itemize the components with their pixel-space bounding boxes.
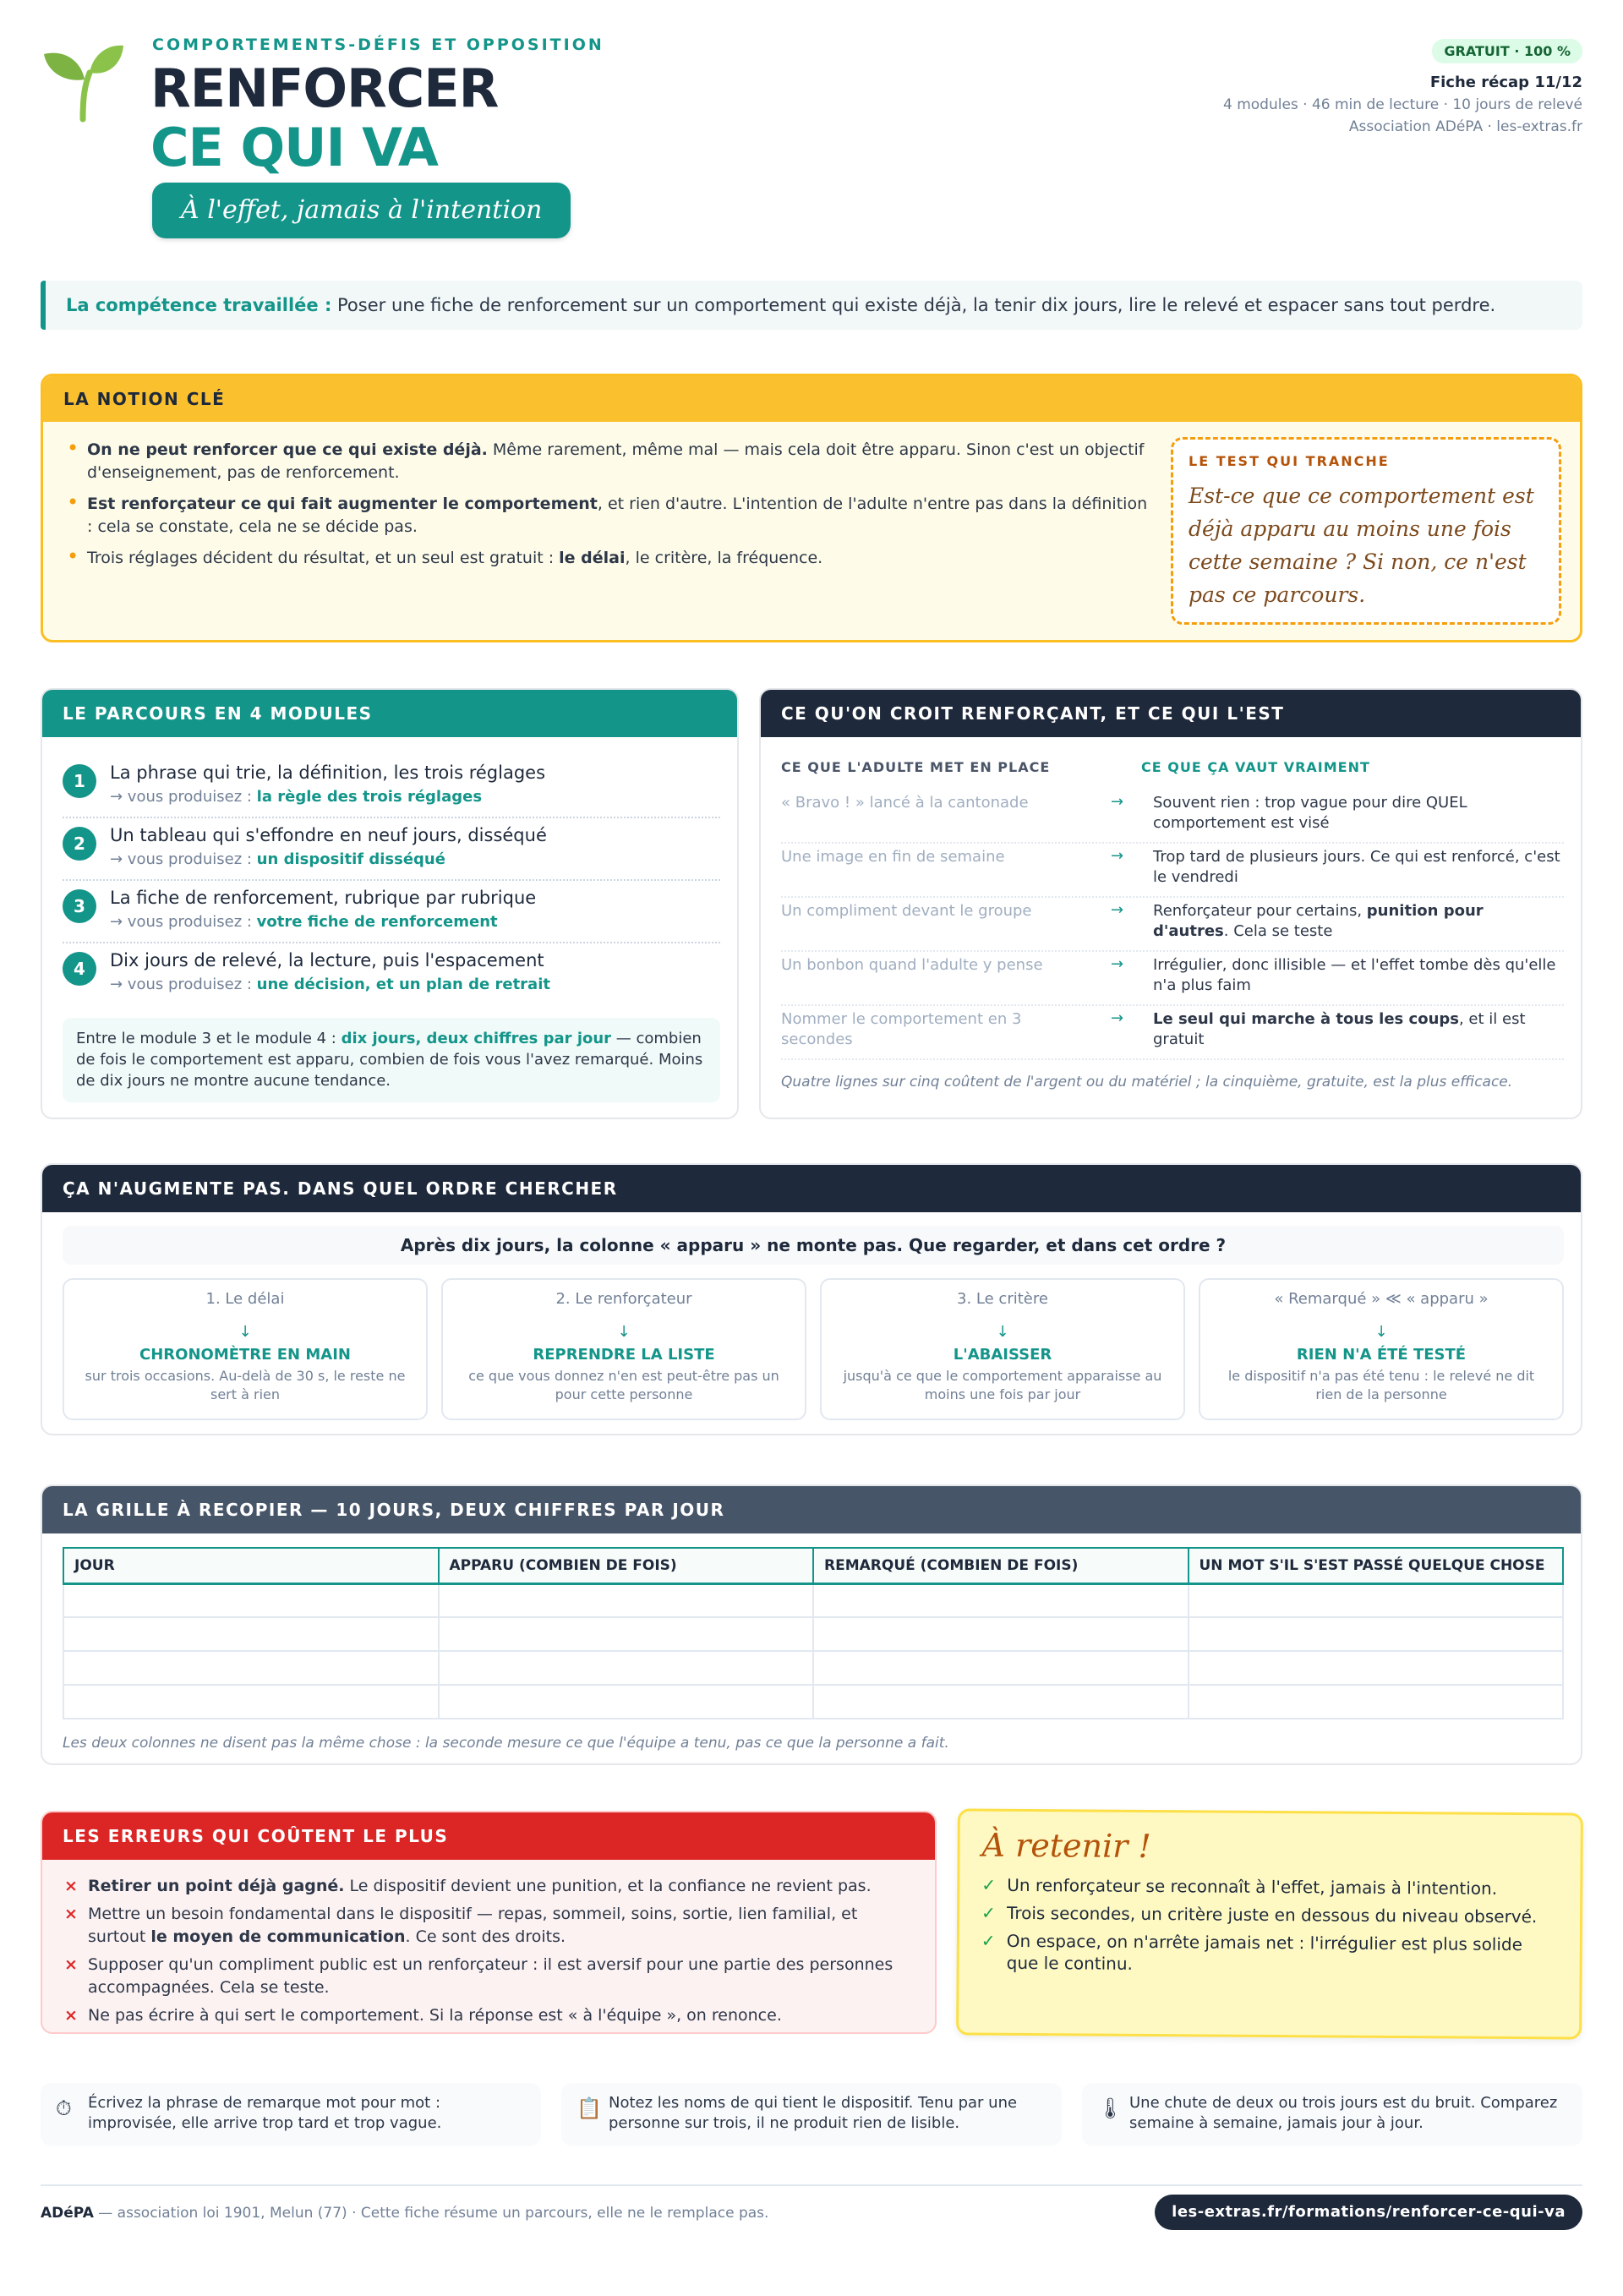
tagline-badge: À l'effet, jamais à l'intention [152, 183, 571, 238]
value-text: Renforçateur pour certains, [1153, 902, 1367, 920]
item-bold: On ne peut renforcer que ce qui existe déjà. [87, 440, 488, 459]
arrow-down-icon: ↓ [996, 1323, 1009, 1341]
takeaways-note [956, 1808, 1583, 2039]
list-item [981, 1902, 1558, 1928]
course-modules-card [41, 688, 739, 1119]
page-title: RENFORCER [150, 57, 499, 119]
adult-action: « Bravo ! » lancé à la cantonade [781, 794, 1029, 812]
column-header: APPARU (COMBIEN DE FOIS) [439, 1548, 814, 1583]
grid-cell [439, 1583, 814, 1617]
note-text: — combien de fois le comportement est apparu, combien de fois vous l'avez remarqué. Moins de dix jours ne montre aucune tendance. [76, 1030, 703, 1090]
list-item [63, 493, 1154, 538]
tip-box [561, 2083, 1062, 2146]
arrow-icon: → [1111, 1009, 1124, 1027]
sprout-logo-icon [41, 39, 125, 123]
check-icon: ✓ [981, 1902, 996, 1923]
tip-text: Notez les noms de qui tient le dispositif. Tenu par une personne sur trois, il ne produit rien de lisible. [609, 2094, 1018, 2132]
adult-action: Un compliment devant le groupe [781, 902, 1032, 920]
arrow-icon: → [1111, 955, 1124, 973]
decisive-test-box [1171, 437, 1561, 625]
module-item [63, 756, 720, 818]
grid-cell [439, 1617, 814, 1651]
reinforcer-comparison-heading: CE QU'ON CROIT RENFORÇANT, ET CE QUI L'EST [761, 690, 1581, 737]
comparison-row [781, 790, 1564, 844]
free-badge: GRATUIT · 100 % [1432, 39, 1582, 63]
value-text: Irrégulier, donc illisible — et l'effet tombe dès qu'elle n'a plus faim [1153, 956, 1556, 994]
grid-cell [813, 1617, 1189, 1651]
publisher-meta: Association ADéPA · les-extras.fr [1348, 118, 1582, 135]
cross-icon: × [64, 1955, 78, 1974]
module-title: La fiche de renforcement, rubrique par rubrique [110, 888, 537, 908]
header-meta [1223, 39, 1582, 135]
tip-text: Écrivez la phrase de remarque mot pour mot : improvisée, elle arrive trop tard et trop vague. [88, 2094, 442, 2132]
grid-cell [63, 1651, 439, 1685]
grid-cell [1189, 1617, 1564, 1651]
list-item [63, 439, 1154, 484]
comparison-row [781, 844, 1564, 898]
value-text: Souvent rien : trop vague pour dire QUEL comportement est visé [1153, 794, 1467, 832]
troubleshoot-question: Après dix jours, la colonne « apparu » ne monte pas. Que regarder, et dans cet ordre ? [63, 1226, 1564, 1265]
list-item [63, 1903, 916, 1949]
value-bold: punition pour d'autres [1153, 902, 1484, 940]
arrow-icon: → [1111, 793, 1124, 811]
module-output [110, 788, 482, 806]
value-text: Trop tard de plusieurs jours. Ce qui est renforcé, c'est le vendredi [1153, 848, 1560, 886]
grid-cell [813, 1651, 1189, 1685]
output-value: votre fiche de renforcement [256, 913, 498, 931]
step-action: REPRENDRE LA LISTE [533, 1346, 715, 1364]
course-url-link[interactable]: les-extras.fr/formations/renforcer-ce-qui-va [1155, 2195, 1582, 2230]
footer-org: ADéPA [41, 2205, 94, 2222]
comparison-row [781, 1006, 1564, 1060]
table-row [63, 1651, 1563, 1685]
item-text: On espace, on n'arrête jamais net : l'irrégulier est plus solide que le continu. [1006, 1930, 1523, 1974]
arrow-down-icon: ↓ [617, 1323, 631, 1341]
step-description: ce que vous donnez n'en est peut-être pas un pour cette personne [468, 1368, 779, 1402]
comparison-row [781, 952, 1564, 1006]
item-text: Même rarement, même mal — mais cela doit être apparu. Sinon c'est un objectif d'enseignement, pas de renforcement. [87, 440, 1145, 482]
check-icon: ✓ [981, 1930, 996, 1951]
output-prefix: → vous produisez : [110, 788, 257, 806]
table-row [63, 1685, 1563, 1719]
output-prefix: → vous produisez : [110, 850, 257, 868]
output-value: la règle des trois réglages [256, 788, 483, 806]
key-notion-heading: LA NOTION CLÉ [43, 376, 1580, 422]
column-header: REMARQUÉ (COMBIEN DE FOIS) [813, 1548, 1189, 1583]
item-text: Trois secondes, un critère juste en dessous du niveau observé. [1007, 1902, 1538, 1927]
course-meta: 4 modules · 46 min de lecture · 10 jours de relevé [1222, 96, 1582, 113]
column-header: JOUR [63, 1548, 439, 1583]
comparison-row [781, 898, 1564, 952]
grid-cell [63, 1583, 439, 1617]
note-bold: dix jours, deux chiffres par jour [341, 1030, 612, 1047]
competence-text: Poser une fiche de renforcement sur un comportement qui existe déjà, la tenir dix jours, lire le relevé et espacer sans tout perdre. [331, 295, 1496, 315]
reinforcer-comparison-card [759, 688, 1582, 1119]
thermometer-icon: 🌡 [1097, 2096, 1123, 2120]
tip-text: Une chute de deux ou trois jours est du bruit. Comparez semaine à semaine, jamais jour à jour. [1129, 2094, 1558, 2132]
competence-label: La compétence travaillée : [66, 295, 332, 315]
recap-number: Fiche récap 11/12 [1429, 74, 1582, 91]
adult-action: Une image en fin de semaine [781, 848, 1005, 866]
cross-icon: × [64, 1905, 78, 1923]
list-item [63, 547, 1154, 570]
module-output [110, 913, 498, 931]
module-title: La phrase qui trie, la définition, les trois réglages [110, 763, 546, 783]
arrow-icon: → [1111, 847, 1124, 865]
tracking-grid-card [41, 1484, 1582, 1765]
step-label: 1. Le délai [205, 1290, 285, 1308]
takeaways-list [981, 1874, 1559, 1978]
real-value [1153, 901, 1564, 942]
grid-footnote: Les deux colonnes ne disent pas la même chose : la seconde mesure ce que l'équipe a tenu, pas ce que la personne a fait. [63, 1735, 949, 1752]
grid-cell [813, 1685, 1189, 1719]
column-header-adult: CE QUE L'ADULTE MET EN PLACE [781, 759, 1051, 775]
step-action: RIEN N'A ÉTÉ TESTÉ [1296, 1346, 1467, 1364]
grid-cell [1189, 1651, 1564, 1685]
item-text: . Ce sont des droits. [405, 1927, 566, 1946]
step-action: L'ABAISSER [953, 1346, 1052, 1364]
footer-text: — association loi 1901, Melun (77) · Cette fiche résume un parcours, elle ne le remplace pas. [93, 2205, 769, 2222]
footer-divider [41, 2184, 1582, 2186]
costly-mistakes-card [41, 1811, 937, 2034]
module-output [110, 976, 550, 993]
item-bold: le moyen de communication [150, 1927, 406, 1946]
module-number: 4 [63, 952, 96, 986]
mistakes-list [63, 1875, 916, 2032]
tracking-grid-table [63, 1547, 1564, 1719]
stopwatch-icon: ⏱ [56, 2096, 72, 2120]
grid-cell [63, 1685, 439, 1719]
list-item [63, 1875, 916, 1898]
list-item [981, 1874, 1558, 1900]
troubleshoot-step [1199, 1278, 1564, 1420]
arrow-icon: → [1111, 901, 1124, 919]
arrow-down-icon: ↓ [1374, 1323, 1388, 1341]
troubleshoot-order-heading: ÇA N'AUGMENTE PAS. DANS QUEL ORDRE CHERCHER [42, 1165, 1581, 1212]
footer-credits [41, 2205, 768, 2222]
clipboard-icon: 📋 [577, 2096, 602, 2120]
category-kicker: COMPORTEMENTS-DÉFIS ET OPPOSITION [152, 36, 604, 54]
list-item [981, 1930, 1558, 1978]
item-text: Trois réglages décident du résultat, et un seul est gratuit : [87, 549, 560, 567]
decisive-test-text: Est-ce que ce comportement est déjà apparu au moins une fois cette semaine ? Si non, ce n'est pas ce parcours. [1189, 484, 1534, 607]
decisive-test-label: LE TEST QUI TRANCHE [1189, 453, 1390, 469]
module-title: Dix jours de relevé, la lecture, puis l'espacement [110, 950, 544, 970]
real-value [1153, 793, 1564, 834]
module-output [110, 850, 445, 868]
competence-banner [41, 281, 1582, 330]
item-text: , et rien d'autre. L'intention de l'adulte n'entre pas dans la définition : cela se constate, cela ne se décide pas. [87, 495, 1148, 536]
costly-mistakes-heading: LES ERREURS QUI COÛTENT LE PLUS [42, 1812, 935, 1860]
step-description: sur trois occasions. Au-delà de 30 s, le reste ne sert à rien [85, 1368, 406, 1402]
step-label: 3. Le critère [957, 1290, 1048, 1308]
value-bold: Le seul qui marche à tous les coups [1153, 1010, 1459, 1028]
module-item [63, 818, 720, 881]
module-number: 3 [63, 889, 96, 923]
item-bold: le délai [559, 549, 626, 567]
troubleshoot-step [63, 1278, 428, 1420]
output-prefix: → vous produisez : [110, 976, 257, 993]
item-text: Un renforçateur se reconnaît à l'effet, jamais à l'intention. [1007, 1874, 1498, 1899]
item-text: Ne pas écrire à qui sert le comportement. Si la réponse est « à l'équipe », on renonce. [88, 2006, 782, 2025]
troubleshoot-step [441, 1278, 806, 1420]
cross-icon: × [64, 2006, 78, 2025]
key-notion-card [41, 374, 1582, 642]
item-text: Le dispositif devient une punition, et la confiance ne revient pas. [344, 1877, 872, 1895]
troubleshoot-order-card [41, 1163, 1582, 1435]
adult-action: Nommer le comportement en 3 secondes [781, 1010, 1022, 1048]
table-row [63, 1583, 1563, 1617]
step-label: « Remarqué » ≪ « apparu » [1274, 1290, 1489, 1308]
step-description: le dispositif n'a pas été tenu : le relevé ne dit rien de la personne [1227, 1368, 1535, 1402]
tip-box [1082, 2083, 1582, 2146]
list-item [63, 2004, 916, 2027]
module-item [63, 943, 720, 1006]
note-text: Entre le module 3 et le module 4 : [76, 1030, 342, 1047]
grid-cell [63, 1617, 439, 1651]
item-text: , le critère, la fréquence. [625, 549, 823, 567]
module-item [63, 881, 720, 943]
module-number: 1 [63, 764, 96, 798]
check-icon: ✓ [981, 1874, 997, 1895]
page-header [41, 32, 1582, 252]
item-text: Supposer qu'un compliment public est un renforçateur : il est aversif pour une partie des personnes accompagnées. Cela se teste. [88, 1955, 893, 1997]
real-value [1153, 847, 1564, 888]
item-bold: Retirer un point déjà gagné. [88, 1877, 345, 1895]
cross-icon: × [64, 1877, 78, 1895]
value-text: . Cela se teste [1223, 922, 1333, 940]
course-note [63, 1018, 720, 1102]
grid-cell [439, 1685, 814, 1719]
grid-cell [439, 1651, 814, 1685]
grid-cell [1189, 1583, 1564, 1617]
column-header: UN MOT S'IL S'EST PASSÉ QUELQUE CHOSE [1189, 1548, 1564, 1583]
grid-cell [813, 1583, 1189, 1617]
output-prefix: → vous produisez : [110, 913, 257, 931]
module-number: 2 [63, 827, 96, 861]
tracking-grid-heading: LA GRILLE À RECOPIER — 10 JOURS, DEUX CHIFFRES PAR JOUR [42, 1486, 1581, 1533]
module-title: Un tableau qui s'effondre en neuf jours, disséqué [110, 825, 547, 845]
step-description: jusqu'à ce que le comportement apparaisse au moins une fois par jour [843, 1368, 1162, 1402]
comparison-footnote: Quatre lignes sur cinq coûtent de l'argent ou du matériel ; la cinquième, gratuite, est la plus efficace. [781, 1074, 1513, 1091]
course-modules-heading: LE PARCOURS EN 4 MODULES [42, 690, 737, 737]
table-row [63, 1617, 1563, 1651]
item-bold: Est renforçateur ce qui fait augmenter le comportement [87, 495, 598, 513]
page-title-accent: CE QUI VA [150, 117, 438, 178]
takeaways-title: À retenir ! [981, 1826, 1151, 1866]
arrow-down-icon: ↓ [238, 1323, 252, 1341]
output-value: un dispositif disséqué [256, 850, 445, 868]
list-item [63, 1954, 916, 1999]
column-header-value: CE QUE ÇA VAUT VRAIMENT [1141, 759, 1370, 775]
output-value: une décision, et un plan de retrait [256, 976, 550, 993]
table-header-row [63, 1548, 1563, 1583]
grid-cell [1189, 1685, 1564, 1719]
adult-action: Un bonbon quand l'adulte y pense [781, 956, 1043, 974]
step-action: CHRONOMÈTRE EN MAIN [139, 1346, 351, 1364]
tip-box [41, 2083, 541, 2146]
value-text: , et il est gratuit [1153, 1010, 1526, 1048]
step-label: 2. Le renforçateur [555, 1290, 692, 1308]
real-value [1153, 955, 1564, 996]
troubleshoot-step [820, 1278, 1185, 1420]
key-notion-list [63, 439, 1154, 578]
item-text: Mettre un besoin fondamental dans le dispositif — repas, sommeil, soins, sortie, lien familial, et surtout [88, 1905, 858, 1946]
real-value [1153, 1009, 1564, 1050]
